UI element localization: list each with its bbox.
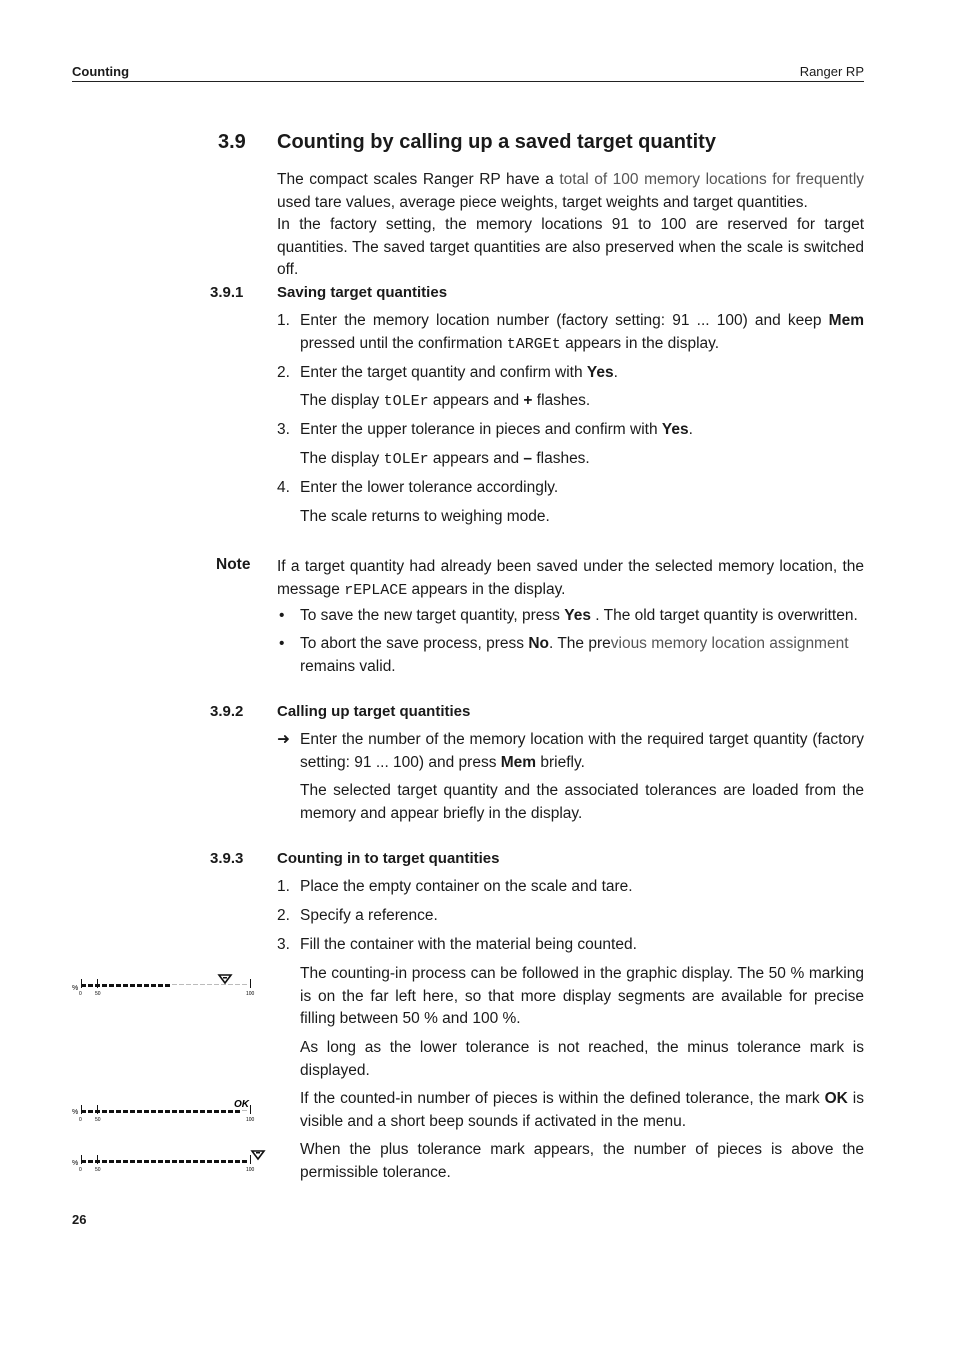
display-segment — [242, 984, 247, 985]
minus-sign-icon — [223, 977, 227, 979]
display-segment — [130, 984, 135, 987]
display-tick-mark — [250, 1155, 251, 1164]
display-tick-mark — [81, 1155, 82, 1164]
bullet-symbol: • — [279, 635, 285, 652]
display-segment — [88, 984, 93, 987]
list-item: Enter the target quantity and confirm with Yes. — [300, 364, 618, 381]
display-segment — [137, 1160, 142, 1163]
display-segment — [214, 1110, 219, 1113]
display-segment — [207, 984, 212, 985]
display-ok — [72, 1098, 262, 1122]
list-number: 1. — [277, 878, 290, 895]
display-segment — [242, 1110, 247, 1111]
display-segment — [221, 1110, 226, 1113]
list-number: 4. — [277, 479, 290, 496]
display-segment — [228, 984, 233, 985]
display-segment — [151, 984, 156, 987]
display-segment — [123, 1110, 128, 1113]
display-tick-mark — [97, 1105, 98, 1114]
note-label: Note — [216, 556, 251, 573]
display-segment — [151, 1160, 156, 1163]
display-segment — [235, 1110, 240, 1113]
display-segment — [228, 1110, 233, 1113]
display-segment — [130, 1110, 135, 1113]
tick-label-50: 50 — [95, 1167, 101, 1173]
display-segment — [158, 1160, 163, 1163]
display-segment — [123, 984, 128, 987]
tick-label-50: 50 — [95, 991, 101, 997]
display-segment — [165, 984, 170, 987]
display-segment — [207, 1160, 212, 1163]
minus-tolerance-icon — [219, 975, 231, 983]
tick-label-0: 0 — [79, 1117, 82, 1123]
bullet-symbol: • — [279, 607, 285, 624]
display-tick-mark — [81, 1105, 82, 1114]
display-segment — [193, 1160, 198, 1163]
page-number: 26 — [72, 1212, 87, 1227]
list-item-note: The display tOLEr appears and – flashes. — [300, 450, 590, 468]
counting-paragraph: The counting-in process can be followed in the graphic display. The 50 % marking is on the far left here, so that more display segments are available for precise filling between 50 % and 100 %. — [300, 965, 864, 1027]
display-segment — [116, 1160, 121, 1163]
display-segment — [116, 1110, 121, 1113]
instruction-step: Enter the number of the memory location with the required target quantity (factory setting: 91 ... 100) and press Mem briefly. — [300, 731, 864, 771]
display-segment — [214, 984, 219, 985]
display-segment — [144, 1160, 149, 1163]
display-segment — [228, 1160, 233, 1163]
display-segment — [179, 1110, 184, 1113]
display-segment — [151, 1110, 156, 1113]
tick-label-100: 100 — [246, 991, 255, 997]
header-section-name: Counting — [72, 64, 130, 79]
display-segment — [200, 1160, 205, 1163]
note-bullet-item: To save the new target quantity, press Yes . The old target quantity is overwritten. — [300, 607, 858, 624]
tick-label-0: 0 — [79, 1167, 82, 1173]
display-segment — [109, 1160, 114, 1163]
display-segment — [186, 1160, 191, 1163]
display-segment — [102, 1110, 107, 1113]
display-segment — [116, 984, 121, 987]
list-number: 2. — [277, 364, 290, 381]
subsection-number-393: 3.9.3 — [210, 850, 244, 867]
section-title: Counting by calling up a saved target quantity — [277, 131, 716, 153]
list-item-note: The scale returns to weighing mode. — [300, 508, 550, 525]
display-segment — [221, 984, 226, 985]
list-item: Specify a reference. — [300, 907, 438, 924]
subsection-number-391: 3.9.1 — [210, 284, 244, 301]
display-segment — [235, 984, 240, 985]
display-segment — [242, 1160, 247, 1163]
display-segment — [137, 984, 142, 987]
display-segment — [221, 1160, 226, 1163]
list-number: 2. — [277, 907, 290, 924]
list-item-note: The display tOLEr appears and + flashes. — [300, 392, 591, 410]
note-bullet-item: To abort the save process, press No. The previous memory location assignment remains valid. — [300, 635, 849, 675]
tick-label-0: 0 — [79, 991, 82, 997]
display-segment — [200, 984, 205, 985]
display-segment — [193, 1110, 198, 1113]
display-segment — [102, 984, 107, 987]
display-segment — [186, 1110, 191, 1113]
intro-paragraph: The compact scales Ranger RP have a total of 100 memory locations for frequently used tare values, average piece weights, target weights and target quantities. In the factory setting, the memory locations 91 to 100 are reserved for target quantities. The saved target quantities are also preserved when the scale is switched off. — [277, 171, 865, 278]
display-segment — [88, 1110, 93, 1113]
display-segment — [109, 1110, 114, 1113]
list-number: 1. — [277, 312, 290, 329]
display-segment — [158, 984, 163, 987]
display-segment — [102, 1160, 107, 1163]
display-segment — [109, 984, 114, 987]
list-item: Enter the upper tolerance in pieces and confirm with Yes. — [300, 421, 693, 438]
display-plus-tolerance — [72, 1148, 272, 1172]
header-product-name: Ranger RP — [799, 64, 864, 79]
subsection-title-392: Calling up target quantities — [277, 703, 471, 720]
display-segment — [207, 1110, 212, 1113]
display-segment — [165, 1110, 170, 1113]
display-segment — [200, 1110, 205, 1113]
note-text: If a target quantity had already been saved under the selected memory location, the message rEPLACE appears in the display. — [277, 558, 864, 599]
display-segment — [172, 1160, 177, 1163]
tick-label-100: 100 — [246, 1167, 255, 1173]
subsection-title-391: Saving target quantities — [277, 284, 448, 301]
display-segment — [186, 984, 191, 985]
counting-paragraph: When the plus tolerance mark appears, the number of pieces is above the permissible tolerance. — [300, 1141, 864, 1181]
display-segment — [179, 984, 184, 985]
display-minus-tolerance — [72, 972, 262, 996]
tick-label-100: 100 — [246, 1117, 255, 1123]
display-segment — [144, 1110, 149, 1113]
display-segment — [130, 1160, 135, 1163]
subsection-title-393: Counting in to target quantities — [277, 850, 500, 867]
percent-label: % — [72, 985, 79, 992]
display-segment — [235, 1160, 240, 1163]
header-rule — [72, 81, 864, 82]
list-number: 3. — [277, 421, 290, 438]
subsection-number-392: 3.9.2 — [210, 703, 244, 720]
list-item: Place the empty container on the scale and tare. — [300, 878, 633, 895]
display-tick-mark — [250, 979, 251, 988]
percent-label: % — [72, 1160, 79, 1167]
display-segment — [123, 1160, 128, 1163]
display-segment — [165, 1160, 170, 1163]
list-item: Fill the container with the material being counted. — [300, 936, 637, 953]
list-item: Enter the memory location number (factory setting: 91 ... 100) and keep Mem pressed until the confirmation tARGEt appears in the display. — [300, 312, 864, 353]
plus-sign-icon — [256, 1152, 260, 1154]
arrow-right-icon: ➜ — [277, 731, 290, 748]
display-segment — [158, 1110, 163, 1113]
section-number: 3.9 — [218, 131, 246, 153]
display-segment — [88, 1160, 93, 1163]
display-segment — [137, 1110, 142, 1113]
tick-label-50: 50 — [95, 1117, 101, 1123]
display-segment — [172, 1110, 177, 1113]
display-segment — [172, 984, 177, 985]
display-segment — [179, 1160, 184, 1163]
display-segment — [214, 1160, 219, 1163]
counting-paragraph: If the counted-in number of pieces is within the defined tolerance, the mark OK is visible and a short beep sounds if activated in the menu. — [300, 1090, 864, 1130]
list-item: Enter the lower tolerance accordingly. — [300, 479, 559, 496]
display-segment — [144, 984, 149, 987]
counting-paragraph: As long as the lower tolerance is not reached, the minus tolerance mark is displayed. — [300, 1039, 864, 1079]
display-segment — [193, 984, 198, 985]
display-tick-mark — [97, 979, 98, 988]
display-tick-mark — [81, 979, 82, 988]
display-tick-mark — [97, 1155, 98, 1164]
percent-label: % — [72, 1109, 79, 1116]
ok-mark: OK — [234, 1099, 249, 1110]
instruction-result: The selected target quantity and the associated tolerances are loaded from the memory and appear briefly in the display. — [300, 782, 864, 822]
list-number: 3. — [277, 936, 290, 953]
display-tick-mark — [250, 1105, 251, 1114]
